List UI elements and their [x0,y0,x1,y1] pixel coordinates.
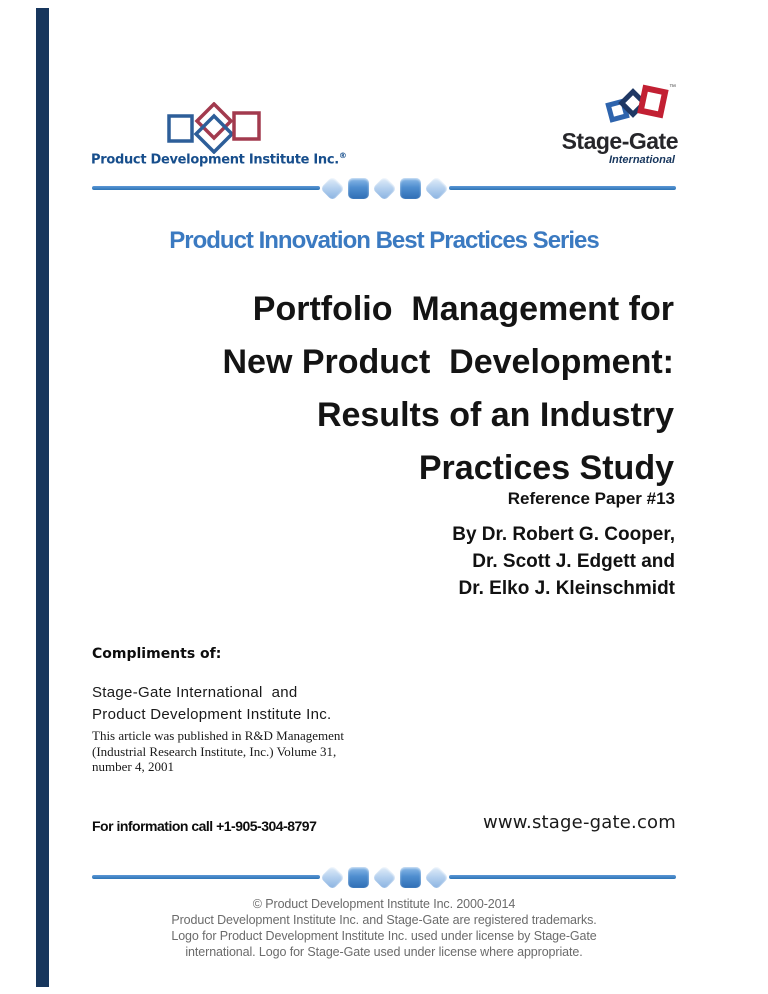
author-line: Dr. Scott J. Edgett and [472,551,675,572]
pdi-logo-icon [166,102,262,154]
top-divider [92,174,676,202]
publication-note-line: This article was published in R&D Management [92,728,345,743]
publication-note-line: (Industrial Research Institute, Inc.) Volume 31, [92,743,337,759]
divider-ornament-diamond-icon [320,176,345,201]
footer-line: international. Logo for Stage-Gate used under license where appropriate. [185,945,583,959]
compliments-organizations [92,682,331,726]
bottom-divider [92,863,676,891]
divider-ornament-diamond-icon [372,865,397,890]
title-line: New Product Development: [222,343,674,381]
website-link[interactable]: www.stage-gate.com [482,812,676,833]
footer-line: Logo for Product Development Institute Inc. used under license by Stage-Gate [171,929,597,943]
divider-ornament-diamond-icon [424,176,449,201]
publication-note-line: number 4, 2001 [92,759,174,774]
left-accent-bar [36,8,49,987]
footer-legal-text [0,896,768,960]
footer-line: Product Development Institute Inc. and Stage-Gate are registered trademarks. [171,913,597,927]
author-line: By Dr. Robert G. Cooper, [452,524,675,545]
compliments-line: Product Development Institute Inc. [92,706,332,723]
reference-paper-label: Reference Paper #13 [507,489,675,508]
trademark-mark: ™ [669,84,676,91]
stagegate-wordmark: Stage-Gate [561,128,678,154]
divider-line [92,186,320,190]
authors-byline [452,521,675,602]
title-line: Practices Study [418,449,674,487]
divider-ornament-square-icon [400,178,421,199]
page-title [222,283,674,495]
divider-line [92,875,320,879]
divider-ornament-diamond-icon [372,176,397,201]
title-line: Portfolio Management for [252,290,674,328]
divider-line [449,186,677,190]
author-line: Dr. Elko J. Kleinschmidt [458,578,675,599]
pdi-logo-name: Product Development Institute Inc. [91,152,339,168]
series-heading: Product Innovation Best Practices Series [169,227,599,254]
pdi-logo-text [91,151,381,167]
title-line: Results of an Industry [316,396,674,434]
divider-ornament-square-icon [348,867,369,888]
divider-ornament-diamond-icon [320,865,345,890]
stagegate-international-label: International [608,154,675,166]
divider-ornament-square-icon [348,178,369,199]
stagegate-logo-icon [604,84,674,134]
compliments-heading: Compliments of: [92,646,222,662]
compliments-line: Stage-Gate International and [92,684,298,701]
divider-ornament-diamond-icon [424,865,449,890]
divider-ornament-square-icon [400,867,421,888]
contact-phone-label: For information call +1-905-304-8797 [92,818,317,834]
footer-line: © Product Development Institute Inc. 2000-2014 [252,897,516,911]
publication-note [92,728,344,775]
registered-mark: ® [338,151,347,160]
divider-line [449,875,677,879]
